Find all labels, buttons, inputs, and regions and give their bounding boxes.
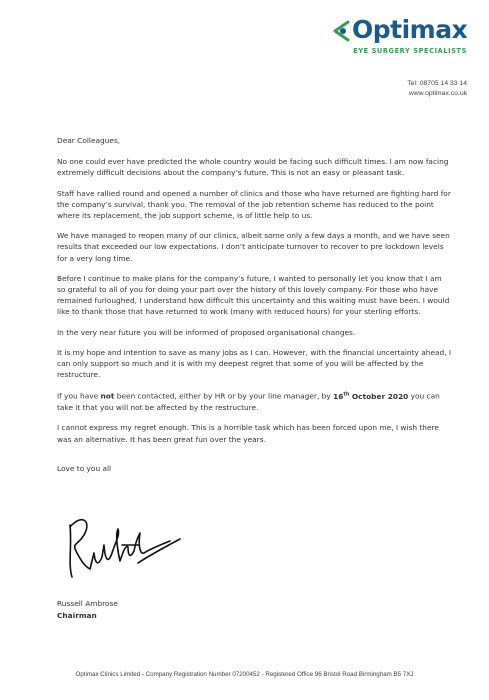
p7-part-a: If you have bbox=[57, 391, 101, 401]
signer-title: Chairman bbox=[57, 610, 97, 620]
paragraph-1: No one could ever have predicted the whole country would be facing such difficult times. I am now facing extremely difficult decisions about the company’s future. This is not an easy or pleasant task. bbox=[57, 157, 449, 178]
signer-block bbox=[57, 598, 118, 621]
paragraph-3: We have managed to reopen many of our clinics, albeit some only a few days a month, and we have seen results that exceeded our low expectations. I don’t anticipate turnover to recover to pre lockdown levels for a very long time. bbox=[57, 231, 450, 263]
p7-part-b: been contacted, either by HR or by your line manager, by bbox=[114, 391, 334, 401]
paragraph-7 bbox=[57, 389, 452, 413]
contact-block bbox=[407, 79, 467, 98]
p7-part-c: you can take it that you will not be affected by the restructure. bbox=[57, 391, 440, 413]
company-logo bbox=[332, 15, 468, 58]
footer-registration: Optimax Clinics Limited - Company Registration Number 07200452 - Registered Office 96 Bristol Road Birmingham B5 7XJ bbox=[75, 671, 414, 678]
salutation: Dear Colleagues, bbox=[57, 136, 121, 145]
p7-not: not bbox=[100, 391, 115, 401]
letter-body bbox=[57, 135, 452, 483]
logo-wordmark: Optimax bbox=[352, 15, 468, 44]
closing-line: Love to you all bbox=[57, 463, 112, 473]
handwritten-signature bbox=[60, 505, 185, 585]
paragraph-4: Before I continue to make plans for the company’s future, I wanted to personally let you know that I am so grateful to all of you for doing your part over the history of this lovely company. For those who have remained furloughed, I understand how difficult this uncertainty and this waiting must have been. I would like to thank those that have returned to work (many with reduced hours) for your sterling efforts. bbox=[57, 273, 450, 317]
paragraph-5: In the very near future you will be informed of proposed organisational changes. bbox=[57, 327, 356, 337]
eye-logo-icon bbox=[332, 20, 352, 42]
paragraph-6: It is my hope and intention to save as many jobs as I can. However, with the financial uncertainty ahead, I can only support so much and it is with my deepest regret that some of you will be affected by the restructure. bbox=[57, 347, 452, 380]
paragraph-8: I cannot express my regret enough. This is a horrible task which has been forced upon me, I wish there was an alternative. It has been great fun over the years. bbox=[57, 423, 439, 444]
p7-month: October 2020 bbox=[349, 391, 409, 401]
logo-tagline: EYE SURGERY SPECIALISTS bbox=[353, 47, 467, 55]
p7-day: 16 bbox=[333, 391, 344, 401]
signer-name: Russell Ambrose bbox=[57, 599, 118, 608]
website: www.optimax.co.uk bbox=[408, 89, 467, 97]
p7-deadline bbox=[333, 392, 408, 401]
paragraph-2: Staff have rallied round and opened a number of clinics and those who have returned are fighting hard for the company’s survival, thank you. The removal of the job retention scheme has reduced to the point where its replacement, the job support scheme, is of little help to us. bbox=[57, 188, 451, 221]
telephone: Tel: 08705 14 33 14 bbox=[407, 80, 467, 87]
p7-ordinal: th bbox=[343, 391, 350, 398]
